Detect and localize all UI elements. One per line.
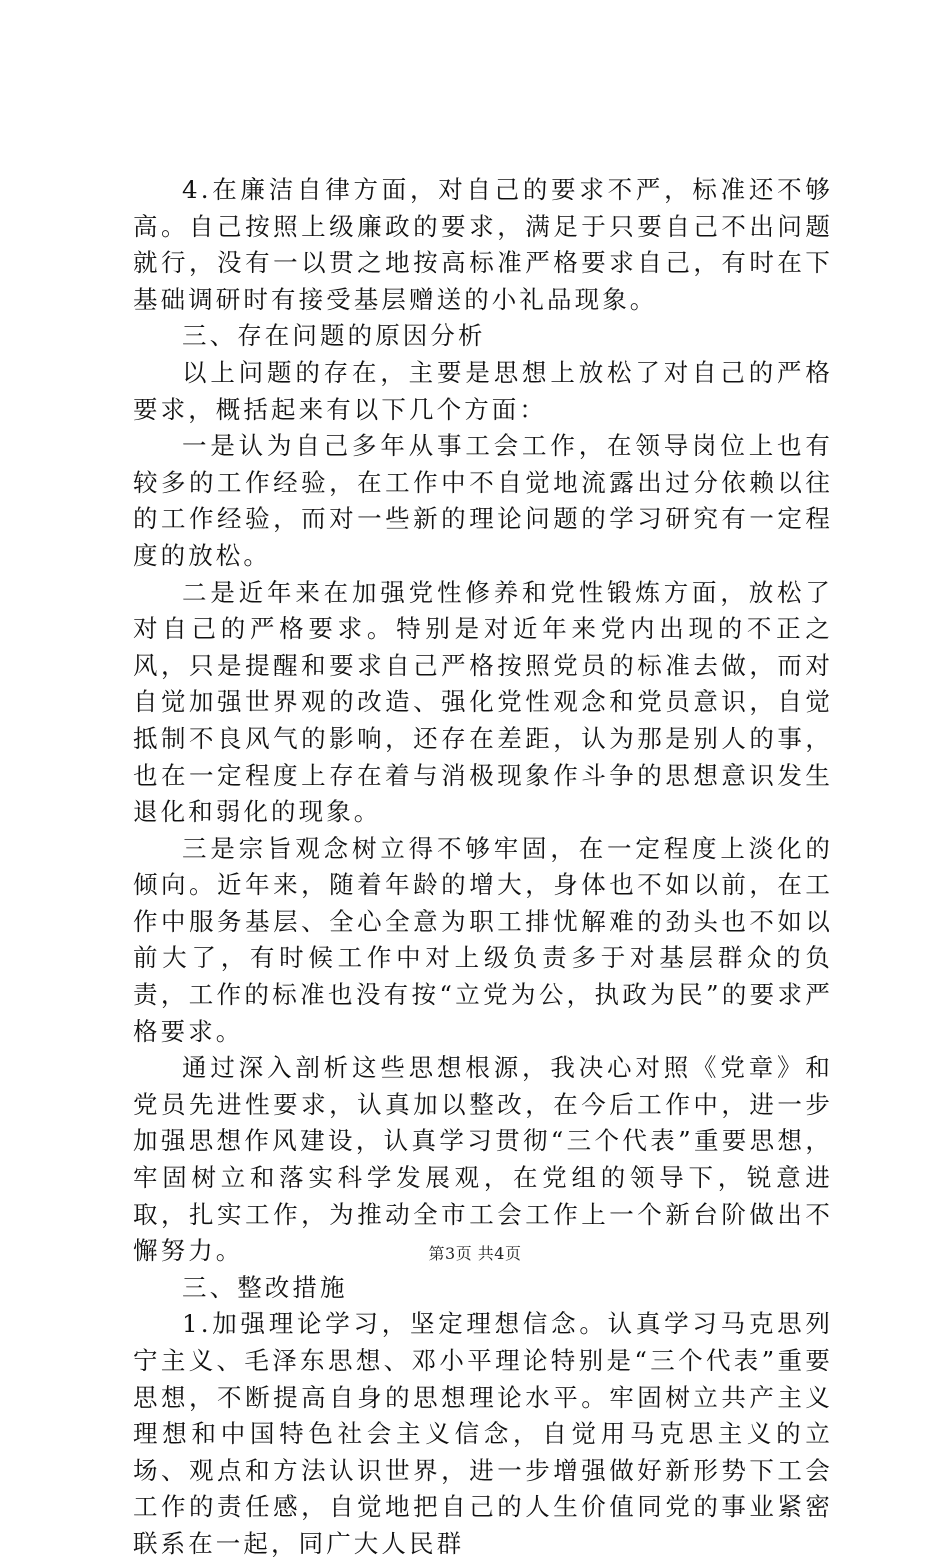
paragraph-cause-one: 一是认为自己多年从事工会工作，在领导岗位上也有较多的工作经验，在工作中不自觉地流露出过分依赖以往的工作经验，而对一些新的理论问题的学习研究有一定程度的放松。 <box>133 431 833 570</box>
page-number-footer: 第3页 共4页 <box>428 1244 522 1263</box>
paragraph-cause-intro: 以上问题的存在，主要是思想上放松了对自己的严格要求，概括起来有以下几个方面： <box>133 357 833 424</box>
paragraph-resolution: 通过深入剖析这些思想根源，我决心对照《党章》和党员先进性要求，认真加以整改，在今后工作中，进一步加强思想作风建设，认真学习贯彻“三个代表”重要思想，牢固树立和落实科学发展观，在党组的领导下，锐意进取，扎实工作，为推动全市工会工作上一个新台阶做出不懈努力。 <box>133 1053 833 1266</box>
paragraph-cause-two: 二是近年来在加强党性修养和党性锻炼方面，放松了对自己的严格要求。特别是对近年来党内出现的不正之风，只是提醒和要求自己严格按照党员的标准去做，而对自觉加强世界观的改造、强化党性观念和党员意识，自觉抵制不良风气的影响，还存在差距，认为那是别人的事，也在一定程度上存在着与消极现象作斗争的思想意识发生退化和弱化的现象。 <box>133 577 833 827</box>
heading-cause-analysis: 三、存在问题的原因分析 <box>182 321 486 351</box>
paragraph-cause-three: 三是宗旨观念树立得不够牢固，在一定程度上淡化的倾向。近年来，随着年龄的增大，身体也不如以前，在工作中服务基层、全心全意为职工排忧解难的劲头也不如以前大了，有时候工作中对上级负责多于对基层群众的负责，工作的标准也没有按“立党为公，执政为民”的要求严格要求。 <box>133 833 833 1046</box>
paragraph-integrity: 4.在廉洁自律方面，对自己的要求不严，标准还不够高。自己按照上级廉政的要求，满足于只要自己不出问题就行，没有一以贯之地按高标准严格要求自己，有时在下基础调研时有接受基层赠送的小礼品现象。 <box>133 175 833 314</box>
paragraph-measure-one: 1.加强理论学习，坚定理想信念。认真学习马克思列宁主义、毛泽东思想、邓小平理论特别是“三个代表”重要思想，不断提高自身的思想理论水平。牢固树立共产主义理想和中国特色社会主义信念，自觉用马克思主义的立场、观点和方法认识世界，进一步增强做好新形势下工会工作的责任感，自觉地把自己的人生价值同党的事业紧密联系在一起，同广大人民群 <box>133 1309 833 1558</box>
heading-rectification: 三、整改措施 <box>182 1272 348 1302</box>
document-body <box>133 172 833 1563</box>
